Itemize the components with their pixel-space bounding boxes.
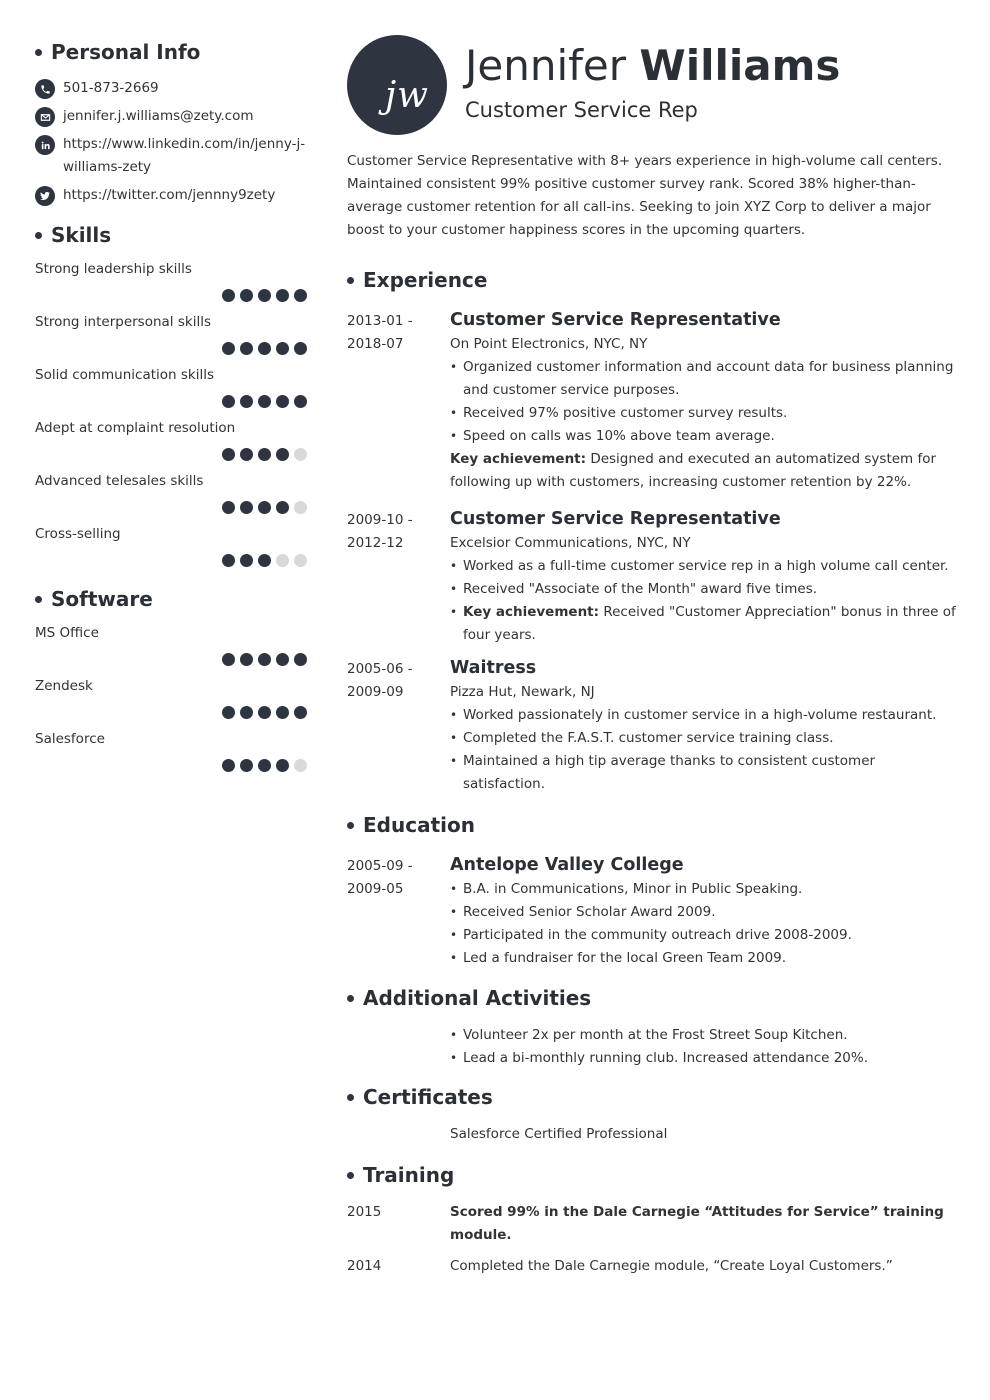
list-item: • Participated in the community outreach drive 2008-2009. [450,924,957,947]
certificate-entry [347,1123,957,1146]
entry-body [450,852,957,970]
list-item: • Received "Associate of the Month" award five times. [450,578,957,601]
contact-phone [35,77,307,100]
heading-bullet [347,995,354,1002]
rating-dot-filled [222,289,235,302]
skill-rating [35,501,307,514]
rating-dot-empty [294,759,307,772]
rating-dot-filled [222,501,235,514]
linkedin-icon [35,135,55,155]
email-icon [35,107,55,127]
bullet-list [450,356,957,448]
rating-dot-filled [222,448,235,461]
list-item: • Lead a bi-monthly running club. Increased attendance 20%. [450,1047,957,1070]
certificate-item: Salesforce Certified Professional [450,1126,668,1142]
training-text: Scored 99% in the Dale Carnegie “Attitudes for Service” training module. [450,1204,944,1243]
list-item: • Maintained a high tip average thanks to consistent customer satisfaction. [450,750,957,796]
rating-dot-filled [258,759,271,772]
bullet-list [450,1024,957,1070]
rating-dot-filled [294,342,307,355]
company: Pizza Hut, Newark, NJ [450,684,595,700]
rating-dot-filled [276,289,289,302]
heading-bullet [35,49,42,56]
rating-dot-filled [240,395,253,408]
rating-dot-filled [258,342,271,355]
skill-item [35,260,307,302]
activities-entry [347,1024,957,1070]
skill-rating [35,342,307,355]
experience-entry [347,307,957,494]
list-item: • Volunteer 2x per month at the Frost Street Soup Kitchen. [450,1024,957,1047]
education-heading: Education [347,810,957,840]
twitter-icon [35,186,55,206]
rating-dot-filled [294,395,307,408]
rating-dot-filled [276,501,289,514]
key-achievement: Key achievement: Designed and executed an automatized system for following up with customers, increasing customer retention by 22%. [450,451,937,490]
skill-name: MS Office [35,625,99,641]
contact-twitter [35,184,307,207]
company: Excelsior Communications, NYC, NY [450,535,691,551]
last-name: Williams [639,41,841,90]
skill-name: Solid communication skills [35,367,215,383]
rating-dot-filled [294,289,307,302]
rating-dot-filled [222,759,235,772]
rating-dot-filled [276,759,289,772]
rating-dot-filled [294,706,307,719]
list-item: • Key achievement: Received "Customer Appreciation" bonus in three of four years. [450,601,957,647]
rating-dot-filled [258,653,271,666]
training-year: 2015 [347,1204,382,1220]
training-entry [347,1255,957,1278]
software-list [35,624,307,772]
rating-dot-filled [276,653,289,666]
training-entry [347,1201,957,1247]
twitter-link[interactable]: https://twitter.com/jennny9zety [63,187,276,203]
rating-dot-empty [294,448,307,461]
contact-list [35,77,307,207]
entry-date: 2013-01 - 2018-07 [347,313,413,352]
list-item: • Received 97% positive customer survey results. [450,402,957,425]
avatar [347,35,447,135]
skill-rating [35,554,307,567]
school-name: Antelope Valley College [450,855,684,875]
skill-name: Strong interpersonal skills [35,314,211,330]
rating-dot-filled [240,501,253,514]
full-name [465,38,840,94]
skill-name: Cross-selling [35,526,121,542]
skill-name: Strong leadership skills [35,261,192,277]
entry-body [450,506,957,647]
entry-date: 2005-09 - 2009-05 [347,858,413,897]
rating-dot-filled [258,395,271,408]
linkedin-link[interactable]: https://www.linkedin.com/in/jenny-j-williams-zety [63,136,306,175]
rating-dot-filled [276,395,289,408]
skill-item [35,419,307,461]
list-item: • Completed the F.A.S.T. customer service training class. [450,727,957,750]
list-item: • Received Senior Scholar Award 2009. [450,901,957,924]
skills-heading: Skills [35,221,307,249]
list-item: • Worked as a full-time customer service rep in a high volume call center. [450,555,957,578]
skill-item [35,525,307,567]
list-item: • Worked passionately in customer service in a high-volume restaurant. [450,704,957,727]
heading-bullet [347,1094,354,1101]
heading-bullet [347,822,354,829]
rating-dot-filled [258,501,271,514]
skill-rating [35,395,307,408]
skill-rating [35,706,307,719]
list-item: • Speed on calls was 10% above team average. [450,425,957,448]
contact-email [35,105,307,128]
rating-dot-filled [240,289,253,302]
skill-rating [35,289,307,302]
rating-dot-filled [240,759,253,772]
certificates-heading: Certificates [347,1082,957,1112]
email-link[interactable]: jennifer.j.williams@zety.com [63,108,254,124]
bullet-list [450,878,957,970]
software-heading: Software [35,585,307,613]
summary: Customer Service Representative with 8+ years experience in high-volume call centers. Maintained consistent 99% positive customer survey rank. Scored 38% higher-than-average customer retention for all call-ins. Seeking to join XYZ Corp to deliver a major boost to your customer happiness scores in the upcoming quarters. [347,153,943,238]
skill-name: Zendesk [35,678,93,694]
skill-name: Adept at complaint resolution [35,420,236,436]
position-title: Customer Service Representative [450,310,781,330]
entry-body [450,307,957,494]
experience-entry [347,506,957,647]
education-entry [347,852,957,970]
heading-bullet [35,596,42,603]
activities-heading: Additional Activities [347,983,957,1013]
avatar-initials: jw [385,75,429,116]
skill-item [35,677,307,719]
rating-dot-filled [240,554,253,567]
experience-entry [347,655,957,796]
rating-dot-filled [240,706,253,719]
main-content [347,150,957,1278]
skill-rating [35,759,307,772]
heading-bullet [35,232,42,239]
rating-dot-filled [258,448,271,461]
training-text: Completed the Dale Carnegie module, “Create Loyal Customers.” [450,1258,893,1274]
rating-dot-empty [294,554,307,567]
first-name: Jennifer [465,41,627,90]
bullet-list [450,704,957,796]
rating-dot-filled [222,395,235,408]
rating-dot-filled [240,342,253,355]
experience-heading: Experience [347,265,957,295]
list-item: • Led a fundraiser for the local Green Team 2009. [450,947,957,970]
skill-item [35,472,307,514]
skill-item [35,730,307,772]
skill-rating [35,653,307,666]
skills-list [35,260,307,567]
entry-date: 2009-10 - 2012-12 [347,512,413,551]
company: On Point Electronics, NYC, NY [450,336,648,352]
position-title: Customer Service Representative [450,509,781,529]
phone-icon [35,79,55,99]
skill-name: Salesforce [35,731,105,747]
rating-dot-empty [276,554,289,567]
phone-text[interactable]: 501-873-2669 [63,80,159,96]
position-title: Waitress [450,658,537,678]
contact-linkedin [35,133,307,179]
sidebar [35,38,307,772]
personal-info-heading: Personal Info [35,38,307,66]
heading-bullet [347,277,354,284]
rating-dot-filled [276,448,289,461]
rating-dot-filled [222,706,235,719]
training-year: 2014 [347,1258,382,1274]
skill-name: Advanced telesales skills [35,473,204,489]
bullet-list [450,555,957,647]
training-heading: Training [347,1160,957,1190]
rating-dot-filled [222,653,235,666]
entry-body [450,655,957,796]
rating-dot-filled [276,342,289,355]
rating-dot-filled [240,448,253,461]
rating-dot-filled [258,706,271,719]
skill-item [35,624,307,666]
skill-item [35,366,307,408]
rating-dot-filled [294,653,307,666]
entry-date: 2005-06 - 2009-09 [347,661,413,700]
rating-dot-filled [222,342,235,355]
job-title: Customer Service Rep [465,98,698,122]
heading-bullet [347,1172,354,1179]
skill-rating [35,448,307,461]
rating-dot-filled [258,289,271,302]
rating-dot-filled [222,554,235,567]
skill-item [35,313,307,355]
list-item: • Organized customer information and account data for business planning and customer service purposes. [450,356,957,402]
rating-dot-filled [240,653,253,666]
rating-dot-filled [276,706,289,719]
list-item: • B.A. in Communications, Minor in Public Speaking. [450,878,957,901]
rating-dot-empty [294,501,307,514]
rating-dot-filled [258,554,271,567]
